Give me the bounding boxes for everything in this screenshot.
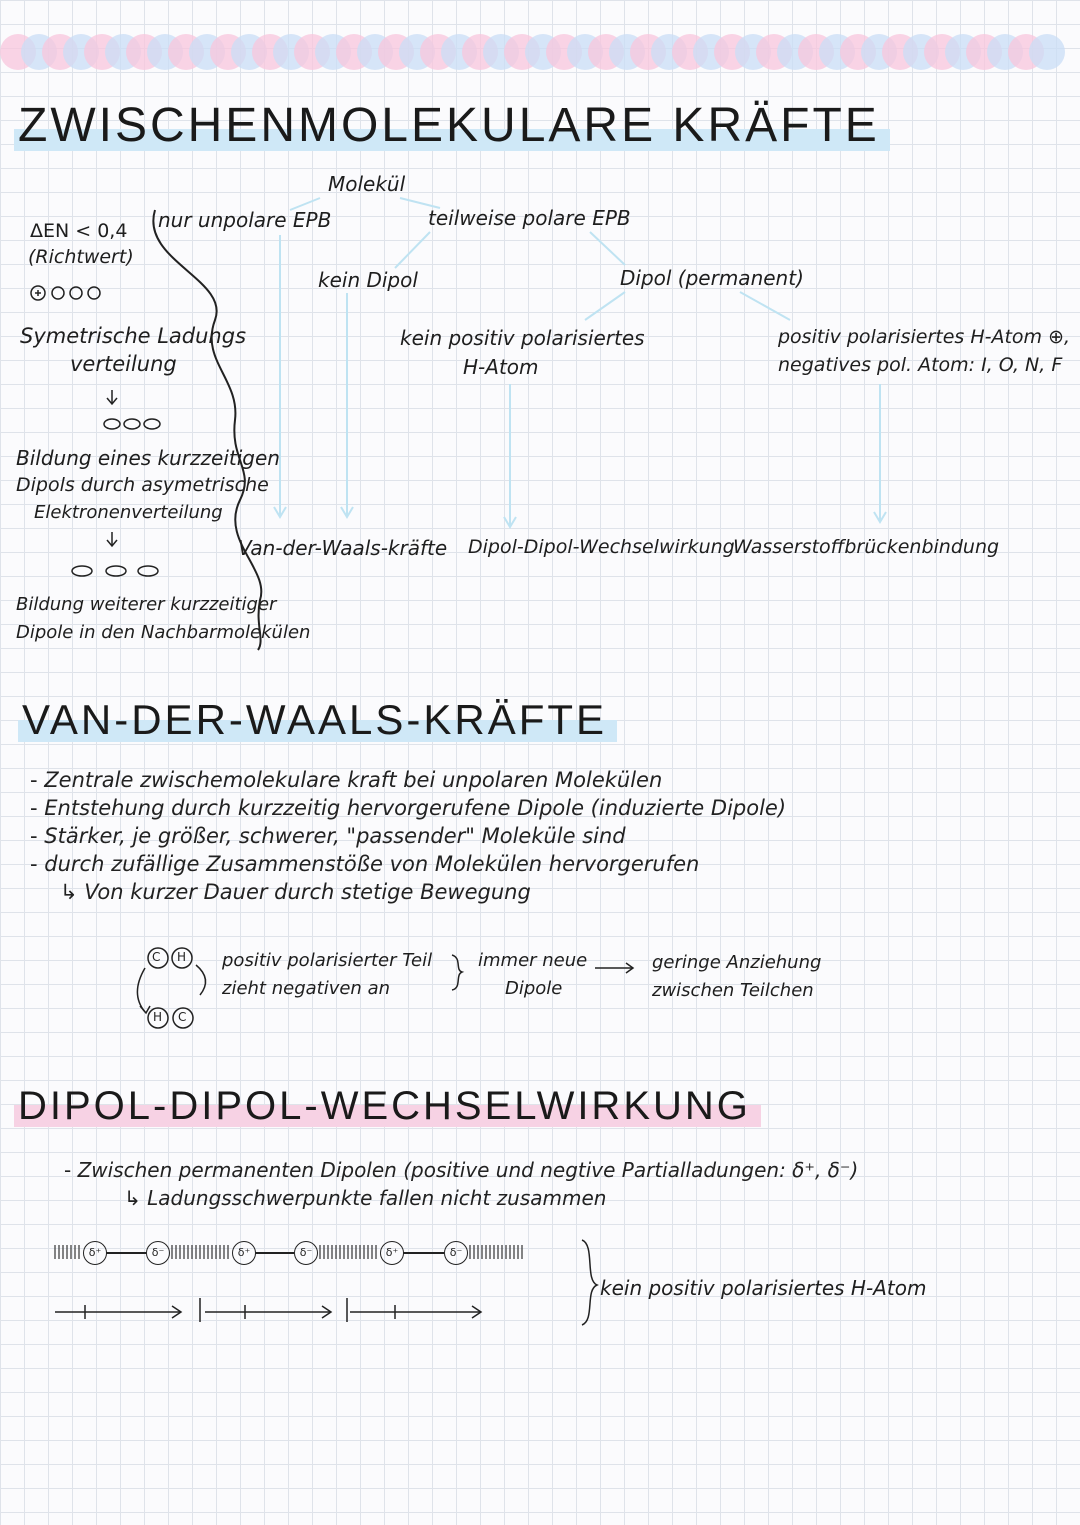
vdw-title: VAN-DER-WAALS-KRÄFTE bbox=[22, 696, 607, 744]
dipole-1-plus: δ⁺ bbox=[83, 1241, 107, 1265]
dd-bullet-1-sub: ↳ Ladungsschwerpunkte fallen nicht zusammen bbox=[64, 1184, 858, 1212]
vdw-bullet-list bbox=[30, 766, 786, 906]
vdw-new-1: immer neue bbox=[478, 950, 588, 971]
bond-2 bbox=[255, 1252, 294, 1254]
en-note: (Richtwert) bbox=[28, 246, 134, 268]
dipole-3-minus: δ⁻ bbox=[444, 1241, 468, 1265]
result-wasserstoff: Wasserstoffbrückenbindung bbox=[733, 536, 1000, 558]
node-h-line1: positiv polarisiertes H-Atom ⊕, bbox=[778, 326, 1071, 348]
dipole-2-minus: δ⁻ bbox=[294, 1241, 318, 1265]
atom-h-bottom: H bbox=[153, 1010, 163, 1024]
decorative-dot-border bbox=[0, 34, 1065, 70]
node-kein-dipol: kein Dipol bbox=[318, 268, 418, 292]
vdw-result-2: zwischen Teilchen bbox=[652, 980, 814, 1001]
vdw-result-1: geringe Anziehung bbox=[652, 952, 822, 973]
side-text-2c: Elektronenverteilung bbox=[34, 502, 223, 523]
node-kein-h-line1: kein positiv polarisiertes bbox=[400, 326, 645, 350]
side-text-3b: Dipole in den Nachbarmolekülen bbox=[16, 622, 311, 643]
main-title: ZWISCHENMOLEKULARE KRÄFTE bbox=[18, 98, 880, 153]
vdw-bullet-2: - Entstehung durch kurzzeitig hervorgerufene Dipole (induzierte Dipole) bbox=[30, 794, 786, 822]
node-h-line2: negatives pol. Atom: I, O, N, F bbox=[778, 354, 1063, 376]
result-van-der-waals: Van-der-Waals-kräfte bbox=[238, 536, 448, 560]
dd-brace-note: kein positiv polarisiertes H-Atom bbox=[600, 1276, 927, 1300]
side-text-3a: Bildung weiterer kurzzeitiger bbox=[16, 594, 277, 615]
side-text-1a: Symetrische Ladungs bbox=[20, 324, 247, 348]
side-text-2a: Bildung eines kurzzeitigen bbox=[16, 446, 280, 470]
atom-c-bottom: C bbox=[178, 1010, 187, 1024]
vdw-bullet-1: - Zentrale zwischemolekulare kraft bei unpolaren Molekülen bbox=[30, 766, 786, 794]
wavy-divider bbox=[153, 210, 261, 650]
bond-3 bbox=[403, 1252, 444, 1254]
node-kein-h-line2: H-Atom bbox=[463, 355, 539, 379]
vdw-attract-2: zieht negativen an bbox=[222, 978, 391, 999]
dd-bullet-list bbox=[64, 1156, 858, 1212]
vdw-attract-1: positiv polarisierter Teil bbox=[222, 950, 433, 971]
bond-1 bbox=[106, 1252, 146, 1254]
vdw-new-2: Dipole bbox=[505, 978, 563, 999]
en-condition: ΔEN < 0,4 bbox=[30, 220, 128, 242]
dipole-3-plus: δ⁺ bbox=[380, 1241, 404, 1265]
node-molekuel: Molekül bbox=[328, 172, 406, 196]
dipole-2-plus: δ⁺ bbox=[232, 1241, 256, 1265]
result-dipol-dipol: Dipol-Dipol-Wechselwirkung bbox=[468, 536, 735, 558]
vdw-bullet-4: - durch zufällige Zusammenstöße von Molekülen hervorgerufen bbox=[30, 850, 786, 878]
node-dipol-permanent: Dipol (permanent) bbox=[620, 266, 804, 290]
node-unpolar: nur unpolare EPB bbox=[158, 208, 332, 232]
atom-h-top: H bbox=[177, 950, 187, 964]
dipol-dipol-title: DIPOL-DIPOL-WECHSELWIRKUNG bbox=[18, 1084, 751, 1129]
node-teilweise-polar: teilweise polare EPB bbox=[428, 206, 631, 230]
dipole-1-minus: δ⁻ bbox=[146, 1241, 170, 1265]
vdw-bullet-3: - Stärker, je größer, schwerer, "passender" Moleküle sind bbox=[30, 822, 786, 850]
dd-bullet-1: - Zwischen permanenten Dipolen (positive und negtive Partialladungen: δ⁺, δ⁻) bbox=[64, 1156, 858, 1184]
side-text-1b: verteilung bbox=[70, 352, 177, 376]
vdw-bullet-4-sub: ↳ Von kurzer Dauer durch stetige Bewegung bbox=[30, 878, 786, 906]
atom-c-top: C bbox=[152, 950, 161, 964]
side-text-2b: Dipols durch asymetrische bbox=[16, 474, 269, 496]
